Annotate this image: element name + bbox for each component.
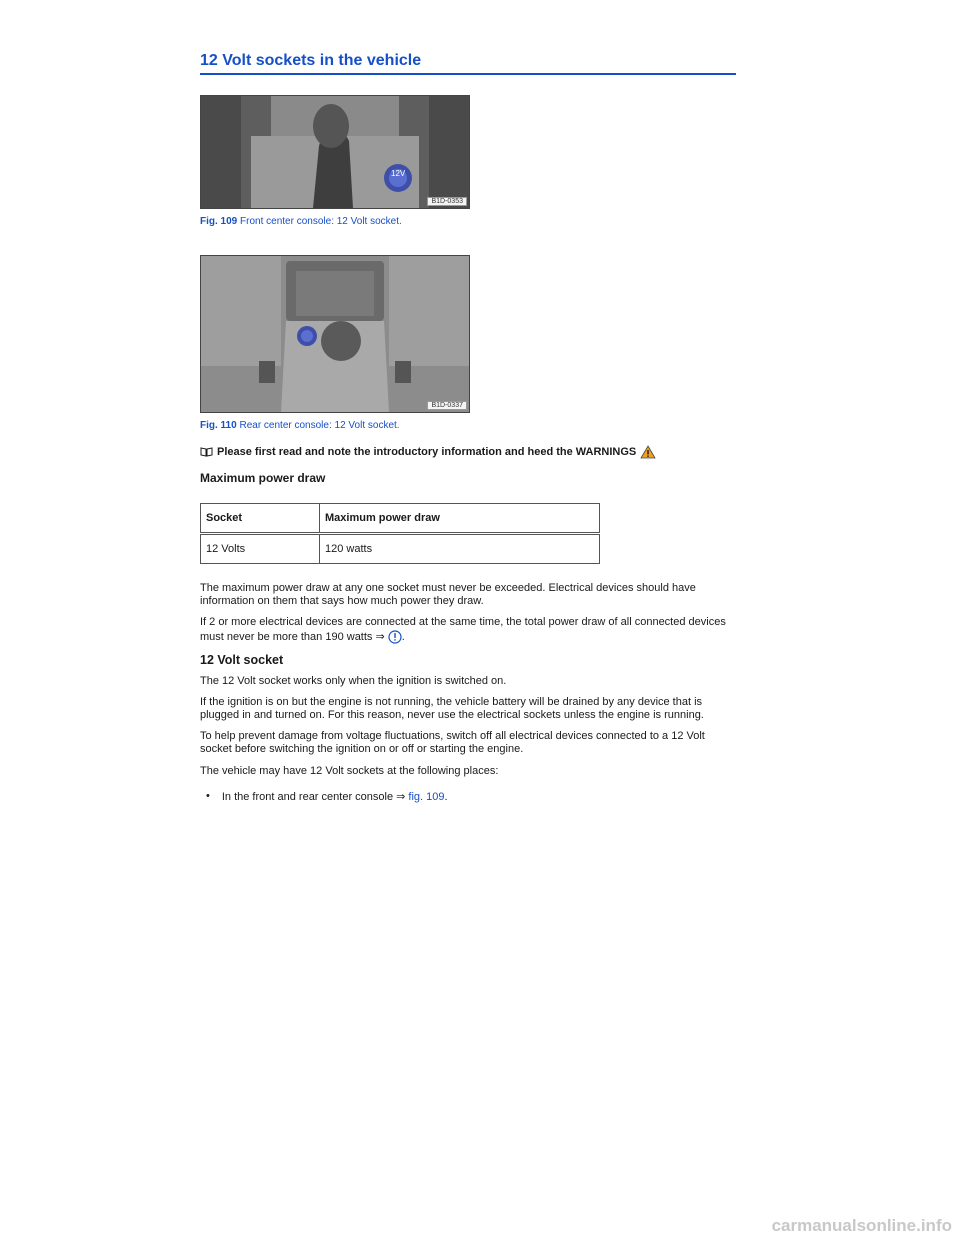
paragraph-text: . [401,630,405,643]
table-row [201,534,600,564]
rear-console-illustration [201,256,469,412]
table-cell: 12 Volts [201,534,320,564]
paragraph: The 12 Volt socket works only when the ignition is switched on. [200,674,507,687]
figure-code: B1D-0353 [427,197,467,206]
figure-label: Fig. 109 [200,216,238,227]
figure-code: B1D-0337 [427,401,467,410]
figure-caption-text: Rear center console: 12 Volt socket. [239,420,400,431]
figure-caption-text: Front center console: 12 Volt socket. [240,216,402,227]
rear-console-image [200,255,470,413]
figure-label: Fig. 110 [200,420,237,431]
figure-110 [200,255,736,431]
figure-link[interactable]: fig. 109 [408,790,445,803]
socket-label: 12V [391,169,406,178]
table-header: Socket [201,504,320,534]
front-console-image [200,95,470,209]
table-header: Maximum power draw [320,504,600,534]
caution-icon[interactable] [388,630,402,644]
warning-icon[interactable] [640,445,656,459]
figure-caption [200,420,736,431]
bullet-icon: • [206,789,210,802]
figure-caption [200,216,736,227]
page-title: 12 Volt sockets in the vehicle [200,52,736,75]
table-cell: 120 watts [320,534,600,564]
section-heading: Maximum power draw [200,471,326,485]
book-icon [200,447,213,457]
paragraph: The maximum power draw at any one socket must never be exceeded. Electrical devices should have information on them that says how much power they draw. [200,582,696,608]
table-header-row [201,504,600,534]
paragraph: The vehicle may have 12 Volt sockets at the following places: [200,764,499,777]
figure-109 [200,95,736,227]
list-item-text: . [444,790,448,803]
list-item [200,790,736,803]
paragraph: If the ignition is on but the engine is not running, the vehicle battery will be drained by any device that is plugged in and turned on. For this reason, never use the electrical sockets unless the engine is running. [200,695,704,722]
list-item-text: In the front and rear center console ⇒ [221,790,406,803]
power-table [200,503,600,564]
paragraph-text: If 2 or more electrical devices are connected at the same time, the total power draw of all connected devices must never be more than 190 watts ⇒ [200,616,726,643]
front-console-illustration [201,96,469,208]
paragraph: To help prevent damage from voltage fluctuations, switch off all electrical devices connected to a 12 Volt socket before switching the ignition on or off or starting the engine. [200,730,705,756]
watermark: carmanualsonline.info [771,1216,952,1235]
page [200,52,736,803]
intro-text: Please first read and note the introductory information and heed the WARNINGS [217,446,637,458]
section-heading: 12 Volt socket [200,652,284,667]
paragraph [200,616,736,643]
intro-note [200,445,736,459]
